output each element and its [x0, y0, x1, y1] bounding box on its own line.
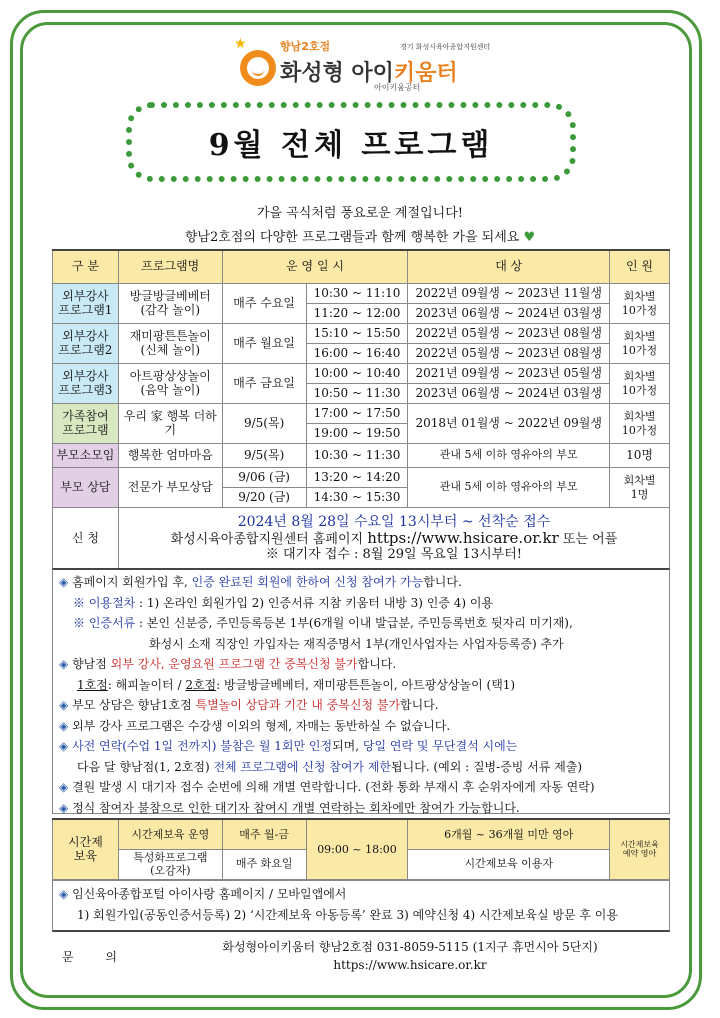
notice-item: ◈ 부모 상담은 향남1호점 특별놀이 상담과 기간 내 중복신청 불가합니다.	[59, 698, 439, 712]
row-day: 매주 월요일	[222, 324, 306, 364]
childcare-count: 시간제보육 예약 영아	[610, 819, 670, 879]
page-title: 9월 전체 프로그램	[208, 128, 494, 163]
intro-line-2: 향남2호점의 다양한 프로그램들과 함께 행복한 가을 되세요 ♥	[184, 230, 536, 245]
notice-item: 1) 회원가입(공동인증서등록) 2) ‘시간제보육 아동등록’ 완료 3) 예약신청 4) 시간제보육실 방문 후 이용	[77, 908, 618, 922]
row-program-name: 행복한 엄마마음	[118, 444, 222, 468]
notice-item: 다음 달 향남점(1, 2호점) 전체 프로그램에 신청 참여가 제한됩니다. (예외 : 질병-증빙 서류 제출)	[77, 759, 583, 774]
childcare-program: 시간제보육 운영	[118, 819, 222, 849]
diamond-icon: ◈	[59, 887, 69, 901]
childcare-target: 시간제보육 이용자	[408, 849, 610, 879]
row-program-name: 우리 家 행복 더하기	[118, 404, 222, 444]
row-time: 16:00 ~ 16:40	[306, 344, 408, 364]
row-target: 2022년 09월생 ~ 2023년 11월생	[408, 284, 610, 304]
table-header-row	[53, 250, 670, 284]
childcare-table	[52, 818, 670, 880]
row-count: 회차별 10가정	[610, 324, 670, 364]
table-row	[53, 444, 670, 468]
contact-address: 화성형아이키움터 향남2호점 031-8059-5115 (1지구 휴먼시아 5단지)	[222, 940, 598, 954]
header-schedule: 운 영 일 시	[222, 250, 408, 284]
apply-homepage: 화성시육아종합지원센터 홈페이지 https://www.hsicare.or.kr 또는 어플	[170, 529, 618, 548]
smiley-face-icon	[240, 50, 276, 86]
notice-item: ※ 인증서류 : 본인 신분증, 주민등록등본 1부(6개월 이내 발급분, 주민등록번호 뒷자리 미기재),	[73, 616, 573, 630]
row-time: 15:10 ~ 15:50	[306, 324, 408, 344]
childcare-day: 매주 화요일	[222, 849, 306, 879]
diamond-icon: ◈	[59, 718, 69, 733]
heart-icon: ♥	[523, 230, 536, 245]
contact-label: 문 의	[62, 950, 131, 964]
diamond-icon: ◈	[59, 698, 69, 712]
childcare-time: 09:00 ~ 18:00	[306, 819, 408, 879]
row-category: 부모소모임	[53, 444, 119, 468]
title-box	[126, 102, 576, 182]
row-day: 9/20 (금)	[222, 488, 306, 508]
row-target: 관내 5세 이하 영유아의 부모	[408, 468, 610, 508]
notice-item: ◈ 정식 참여자 불참으로 인한 대기자 참여시 개별 연락하는 회차에만 참여가 가능합니다.	[59, 800, 520, 815]
header-name: 프로그램명	[118, 250, 222, 284]
row-target: 2018년 01월생 ~ 2022년 09월생	[408, 404, 610, 444]
childcare-target: 6개월 ~ 36개월 미만 영아	[408, 819, 610, 849]
row-target: 관내 5세 이하 영유아의 부모	[408, 444, 610, 468]
row-day: 매주 수요일	[222, 284, 306, 324]
row-category: 외부강사 프로그램1	[53, 284, 119, 324]
row-count: 회차별 1명	[610, 468, 670, 508]
program-table	[52, 249, 670, 570]
diamond-icon: ◈	[59, 575, 69, 589]
intro-line-1: 가을 곡식처럼 풍요로운 계절입니다!	[257, 206, 463, 221]
row-target: 2021년 09월생 ~ 2023년 05월생	[408, 364, 610, 384]
notice-item: ◈ 홈페이지 회원가입 후, 인증 완료된 회원에 한하여 신청 참여가 가능합니다.	[59, 575, 462, 589]
row-program-name: 전문가 부모상담	[118, 468, 222, 508]
row-program-name: 방글방글베베터 (감각 놀이)	[118, 284, 222, 324]
row-time: 10:30 ~ 11:30	[306, 444, 408, 468]
row-count: 회차별 10가정	[610, 364, 670, 404]
childcare-day: 매주 월-금	[222, 819, 306, 849]
row-day: 9/5(목)	[222, 404, 306, 444]
row-category: 외부강사 프로그램2	[53, 324, 119, 364]
row-target: 2023년 06월생 ~ 2024년 03월생	[408, 384, 610, 404]
row-target: 2022년 05월생 ~ 2023년 08월생	[408, 324, 610, 344]
apply-label: 신 청	[53, 508, 119, 570]
logo-subtitle: 아이키움공터	[374, 83, 421, 92]
row-category: 외부강사 프로그램3	[53, 364, 119, 404]
childcare-notice	[52, 880, 670, 932]
table-row	[53, 819, 670, 849]
notice-item: ◈ 사전 연락(수업 1일 전까지) 불참은 월 1회만 인정되며, 당일 연락 및 무단결석 시에는	[59, 739, 518, 753]
row-time: 10:50 ~ 11:30	[306, 384, 408, 404]
contact-info	[150, 938, 670, 974]
logo-center-name: 경기 화성시육아종합지원센터	[400, 43, 491, 51]
childcare-label: 시간제 보육	[53, 819, 119, 879]
row-program-name: 재미팡튼튼놀이 (신체 놀이)	[118, 324, 222, 364]
row-time: 10:30 ~ 11:10	[306, 284, 408, 304]
row-count: 10명	[610, 444, 670, 468]
apply-date: 2024년 8월 28일 수요일 13시부터 ~ 선착순 접수	[237, 514, 551, 531]
row-category: 부모 상담	[53, 468, 119, 508]
apply-waitlist: ※ 대기자 접수 : 8월 29일 목요일 13시부터!	[265, 547, 522, 563]
row-program-name: 아트팡상상놀이 (음악 놀이)	[118, 364, 222, 404]
table-row	[53, 404, 670, 424]
row-category: 가족참여 프로그램	[53, 404, 119, 444]
table-row	[53, 364, 670, 384]
header-target: 대 상	[408, 250, 610, 284]
row-count: 회차별 10가정	[610, 284, 670, 324]
row-time: 10:00 ~ 10:40	[306, 364, 408, 384]
notice-item: ◈ 결원 발생 시 대기자 접수 순번에 의해 개별 연락합니다. (전화 통화 부재시 후 순위자에게 자동 연락)	[59, 780, 595, 794]
diamond-icon: ◈	[59, 800, 69, 815]
logo-title: 화성형 아이키움터	[280, 61, 458, 86]
header-count: 인 원	[610, 250, 670, 284]
header-category: 구 분	[53, 250, 119, 284]
row-time: 19:00 ~ 19:50	[306, 424, 408, 444]
notice-item: 1호점: 해피놀이터 / 2호점: 방글방글베베터, 재미팡튼튼놀이, 아트팡상상놀이 (택1)	[77, 677, 516, 692]
notice-item: 화성시 소재 직장인 가입자는 재직증명서 1부(개인사업자는 사업자등록증) 추가	[149, 636, 564, 651]
diamond-icon: ◈	[59, 780, 69, 794]
childcare-program: 특성화프로그램 (오감자)	[118, 849, 222, 879]
star-icon: ★	[234, 36, 247, 52]
row-target: 2022년 05월생 ~ 2023년 08월생	[408, 344, 610, 364]
diamond-icon: ◈	[59, 657, 69, 671]
logo-branch: 향남2호점	[280, 40, 331, 53]
notice-box	[52, 568, 670, 814]
notice-item: ※ 이용절차 : 1) 온라인 회원가입 2) 인증서류 지참 키움터 내방 3) 인증 4) 이용	[73, 595, 494, 610]
row-time: 17:00 ~ 17:50	[306, 404, 408, 424]
row-day: 9/06 (금)	[222, 468, 306, 488]
notice-item: ◈ 임신육아종합포털 아이사랑 홈페이지 / 모바일앱에서	[59, 887, 347, 901]
apply-row	[53, 508, 670, 570]
row-time: 14:30 ~ 15:30	[306, 488, 408, 508]
logo	[232, 36, 492, 98]
contact-url[interactable]: https://www.hsicare.or.kr	[333, 958, 487, 972]
row-time: 11:20 ~ 12:00	[306, 304, 408, 324]
homepage-link[interactable]: https://www.hsicare.or.kr	[367, 529, 559, 548]
row-count: 회차별 10가정	[610, 404, 670, 444]
row-day: 매주 금요일	[222, 364, 306, 404]
table-row	[53, 324, 670, 344]
row-day: 9/5(목)	[222, 444, 306, 468]
row-time: 13:20 ~ 14:20	[306, 468, 408, 488]
notice-item: ◈ 외부 강사 프로그램은 수강생 이외의 형제, 자매는 동반하실 수 없습니다.	[59, 718, 451, 733]
table-row	[53, 284, 670, 304]
diamond-icon: ◈	[59, 739, 69, 753]
table-row	[53, 468, 670, 488]
notice-item: ◈ 향남점 외부 강사, 운영요원 프로그램 간 중복신청 불가합니다.	[59, 657, 397, 671]
row-target: 2023년 06월생 ~ 2024년 03월생	[408, 304, 610, 324]
apply-info	[118, 508, 669, 570]
